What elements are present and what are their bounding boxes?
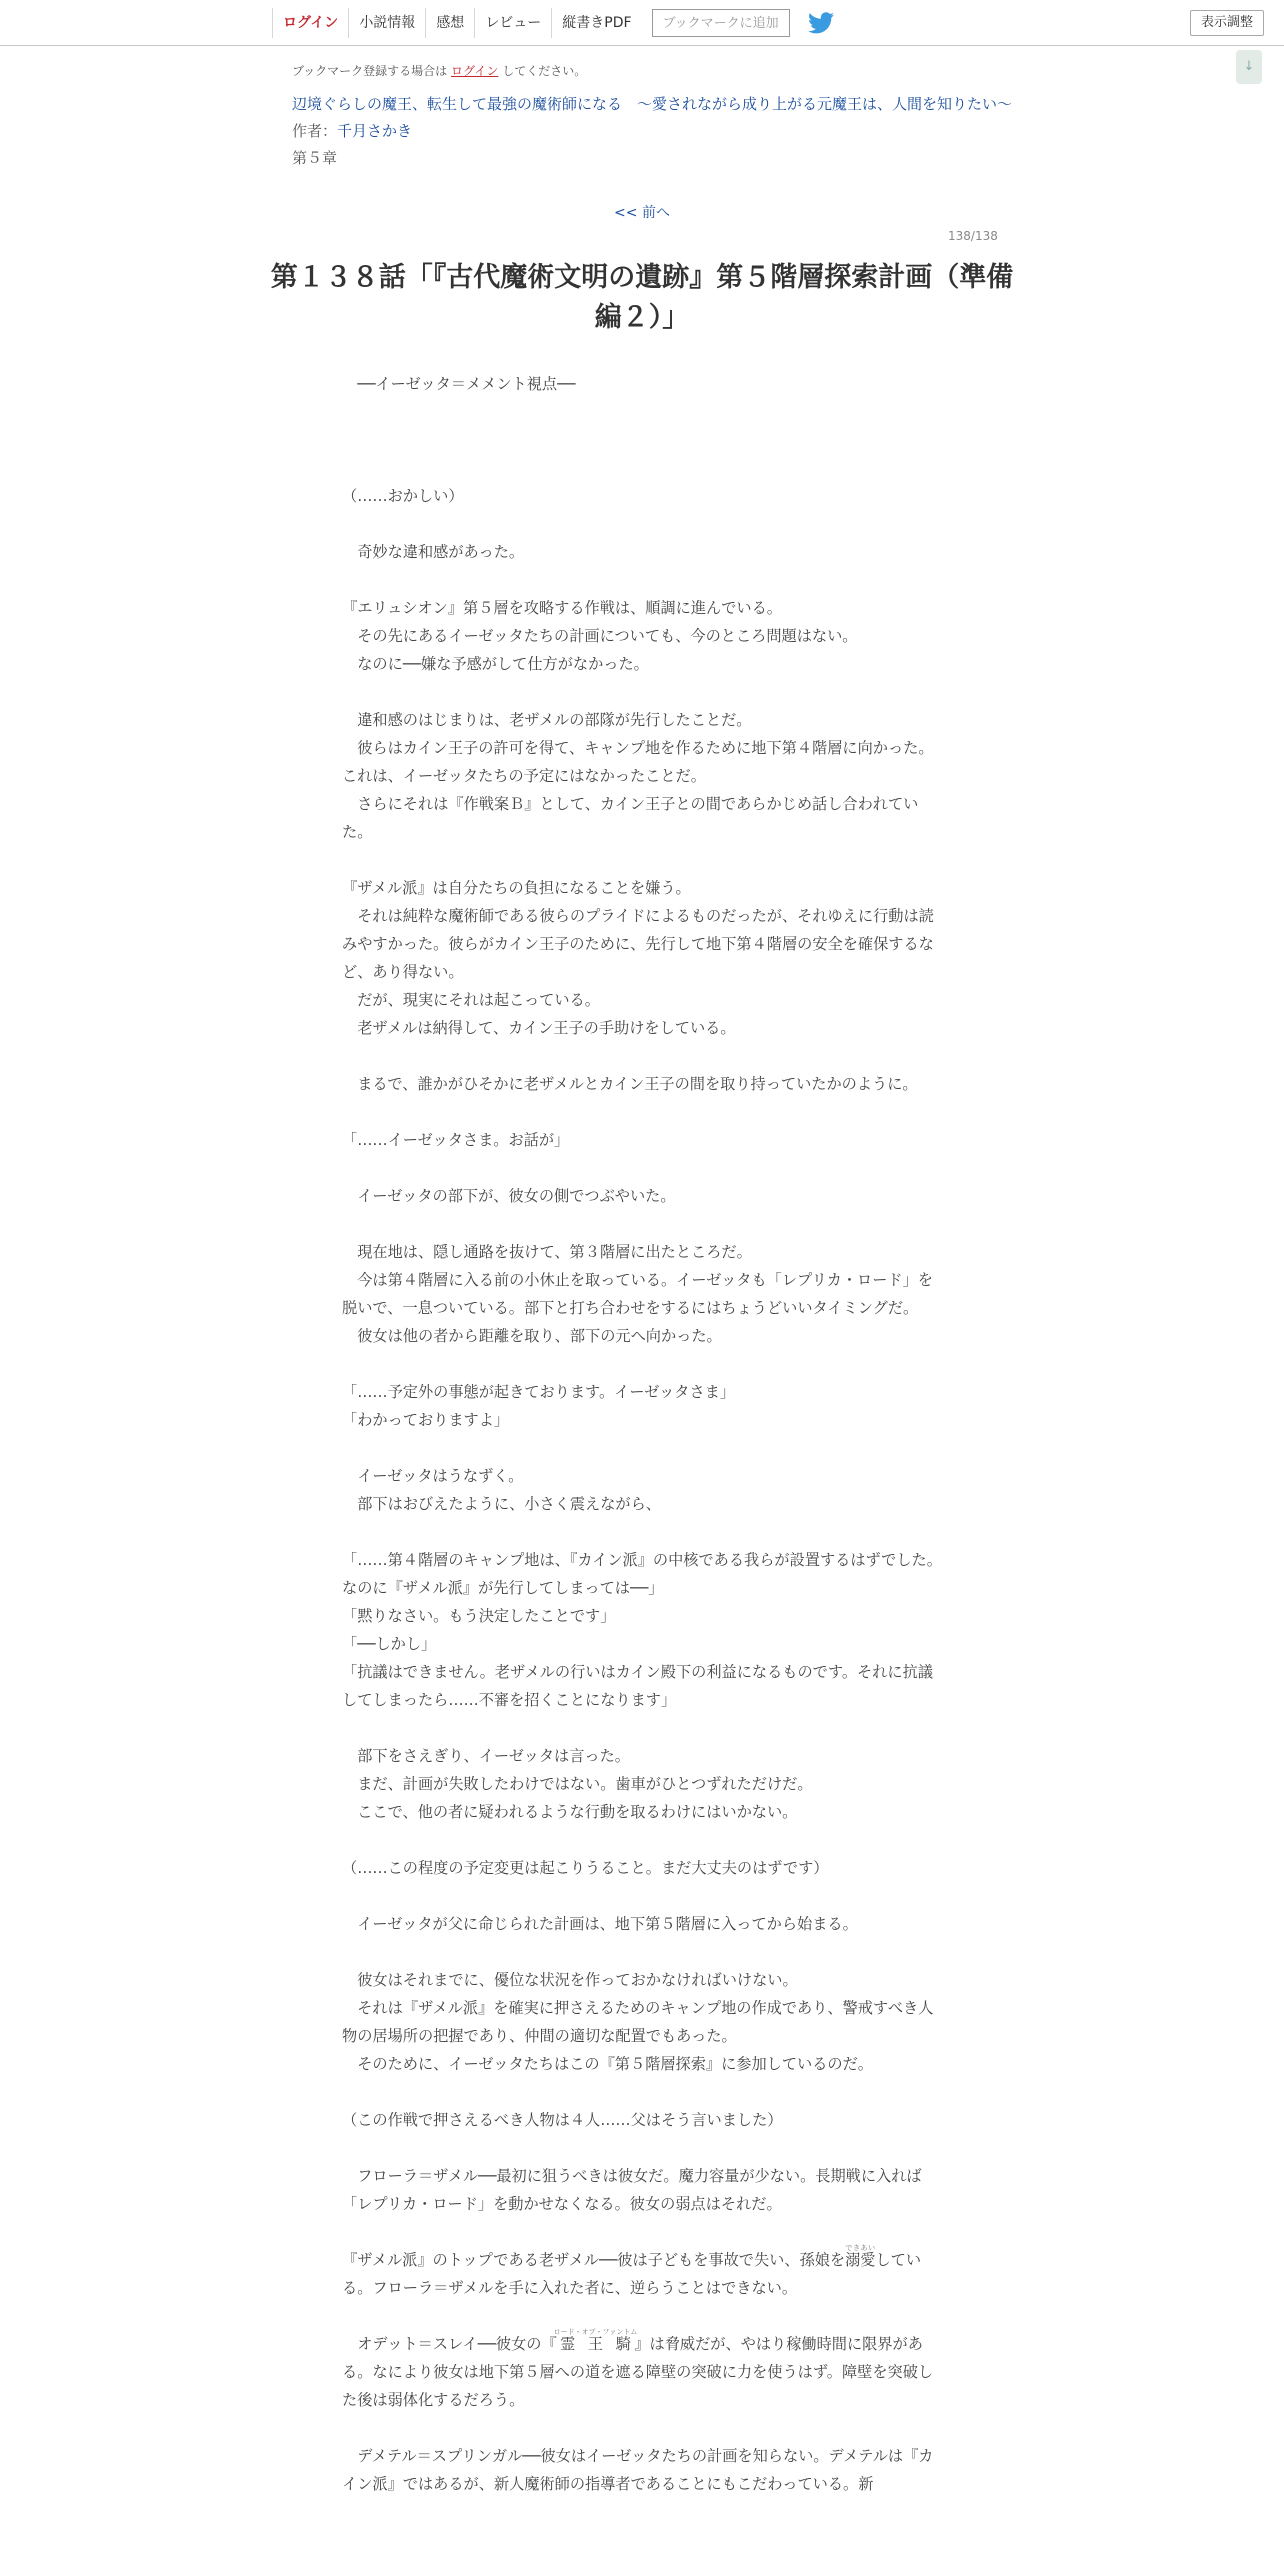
- previous-page-link[interactable]: << 前へ: [614, 205, 670, 221]
- chapter-name: 第５章: [292, 149, 338, 167]
- series-title-link[interactable]: 辺境ぐらしの魔王、転生して最強の魔術師になる 〜愛されながら成り上がる元魔王は、人間を知りたい〜: [292, 95, 1013, 113]
- novel-body: [342, 370, 942, 2498]
- scroll-down-icon[interactable]: ↓: [1236, 50, 1262, 84]
- nav-review[interactable]: レビュー: [474, 8, 551, 38]
- body-part-3: 』は脅威だが、やはり稼働時間に限界がある。なにより彼女は地下第５層への道を遮る障壁の突破に力を使うはず。障壁を突破した後は弱体化するだろう。 デメテル＝スプリンガル──彼女はイーゼッタたちの計画を知らない。デメテルは『カイン派』ではあるが、新人魔術師の指導者であることにもこだわっている。新: [342, 2335, 934, 2493]
- twitter-bird-icon[interactable]: [808, 12, 834, 34]
- notice-text-after: してください。: [502, 64, 587, 78]
- nav-impressions[interactable]: 感想: [425, 8, 474, 38]
- nav-vertical-pdf[interactable]: 縦書きPDF: [551, 8, 641, 38]
- chapter-title: 第１３８話「『古代魔術文明の遺跡』第５階層探索計画（準備編２）」: [270, 262, 1014, 333]
- body-paragraphs: [342, 370, 942, 2498]
- body-part-2: している。フローラ＝ザメルを手に入れた者に、逆らうことはできない。 オデット＝スレイ──彼女の『: [342, 2251, 922, 2353]
- ruby-word-1: 溺愛できあい: [845, 2244, 876, 2269]
- ruby-word-2: 霊王騎ロード・オブ・ファントム: [553, 2328, 638, 2353]
- login-notice: [292, 62, 1012, 79]
- nav-login[interactable]: ログイン: [272, 8, 348, 38]
- add-bookmark-button[interactable]: ブックマークに追加: [652, 9, 790, 37]
- notice-text-before: ブックマーク登録する場合は: [292, 64, 448, 78]
- author-label: 作者：: [292, 122, 338, 140]
- nav-novel-info[interactable]: 小説情報: [348, 8, 425, 38]
- body-part-1: ──イーゼッタ＝メメント視点── （……おかしい） 奇妙な違和感があった。 『エリュシオン』第５層を攻略する作戦は、順調に進んでいる。 その先にあるイーゼッタたちの計画についても、今のところ問題はない。 なのに──嫌な予感がして仕方がなかった。 違和感のはじまりは、老ザメルの部隊が先行したことだ。 彼らはカイン王子の許可を得て、キャンプ地を作るために地下第４階層に向かった。これは、イーゼッタたちの予定にはなかったことだ。 さらにそれは『作戦案Ｂ』として、カイン王子との間であらかじめ話し合われていた。 『ザメル派』は自分たちの負担になることを嫌う。 それは純粋な魔術師である彼らのプライドによるものだったが、それゆえに行動は読みやすかった。彼らがカイン王子のために、先行して地下第４階層の安全を確保するなど、あり得ない。 だが、現実にそれは起こっている。 老ザメルは納得して、カイン王子の手助けをしている。 まるで、誰かがひそかに老ザメルとカイン王子の間を取り持っていたかのように。 「……イーゼッタさま。お話が」 イーゼッタの部下が、彼女の側でつぶやいた。 現在地は、隠し通路を抜けて、第３階層に出たところだ。 今は第４階層に入る前の小休止を取っている。イーゼッタも「レプリカ・ロード」を脱いで、一息ついている。部下と打ち合わせをするにはちょうどいいタイミングだ。 彼女は他の者から距離を取り、部下の元へ向かった。 「……予定外の事態が起きております。イーゼッタさま」 「わかっておりますよ」 イーゼッタはうなずく。 部下はおびえたように、小さく震えながら、 「……第４階層のキャンプ地は、『カイン派』の中核である我らが設置するはずでした。なのに『ザメル派』が先行してしまっては──」 「黙りなさい。もう決定したことです」 「──しかし」 「抗議はできません。老ザメルの行いはカイン殿下の利益になるものです。それに抗議してしまったら……不審を招くことになります」 部下をさえぎり、イーゼッタは言った。 まだ、計画が失敗したわけではない。歯車がひとつずれただけだ。 ここで、他の者に疑われるような行動を取るわけにはいかない。 （……この程度の予定変更は起こりうること。まだ大丈夫のはずです） イーゼッタが父に命じられた計画は、地下第５階層に入ってから始まる。 彼女はそれまでに、優位な状況を作っておかなければいけない。 それは『ザメル派』を確実に押さえるためのキャンプ地の作成であり、警戒すべき人物の居場所の把握であり、仲間の適切な配置でもあった。 そのために、イーゼッタたちはこの『第５階層探索』に参加しているのだ。 （この作戦で押さえるべき人物は４人……父はそう言いました） フローラ＝ザメル──最初に狙うべきは彼女だ。魔力容量が少ない。長期戦に入れば「レプリカ・ロード」を動かせなくなる。彼女の弱点はそれだ。 『ザメル派』のトップである老ザメル──彼は子どもを事故で失い、孫娘を: [342, 375, 942, 2269]
- author-line: [292, 120, 1012, 141]
- page-number: 138/138: [948, 229, 998, 243]
- pager: [0, 202, 1284, 222]
- nav-list: [272, 8, 834, 38]
- author-name-link[interactable]: 千月さかき: [337, 122, 413, 140]
- notice-login-link[interactable]: ログイン: [451, 64, 499, 78]
- display-settings-button[interactable]: 表示調整: [1190, 10, 1264, 36]
- top-navigation-bar: [0, 0, 1284, 46]
- novel-info-block: [292, 62, 1012, 168]
